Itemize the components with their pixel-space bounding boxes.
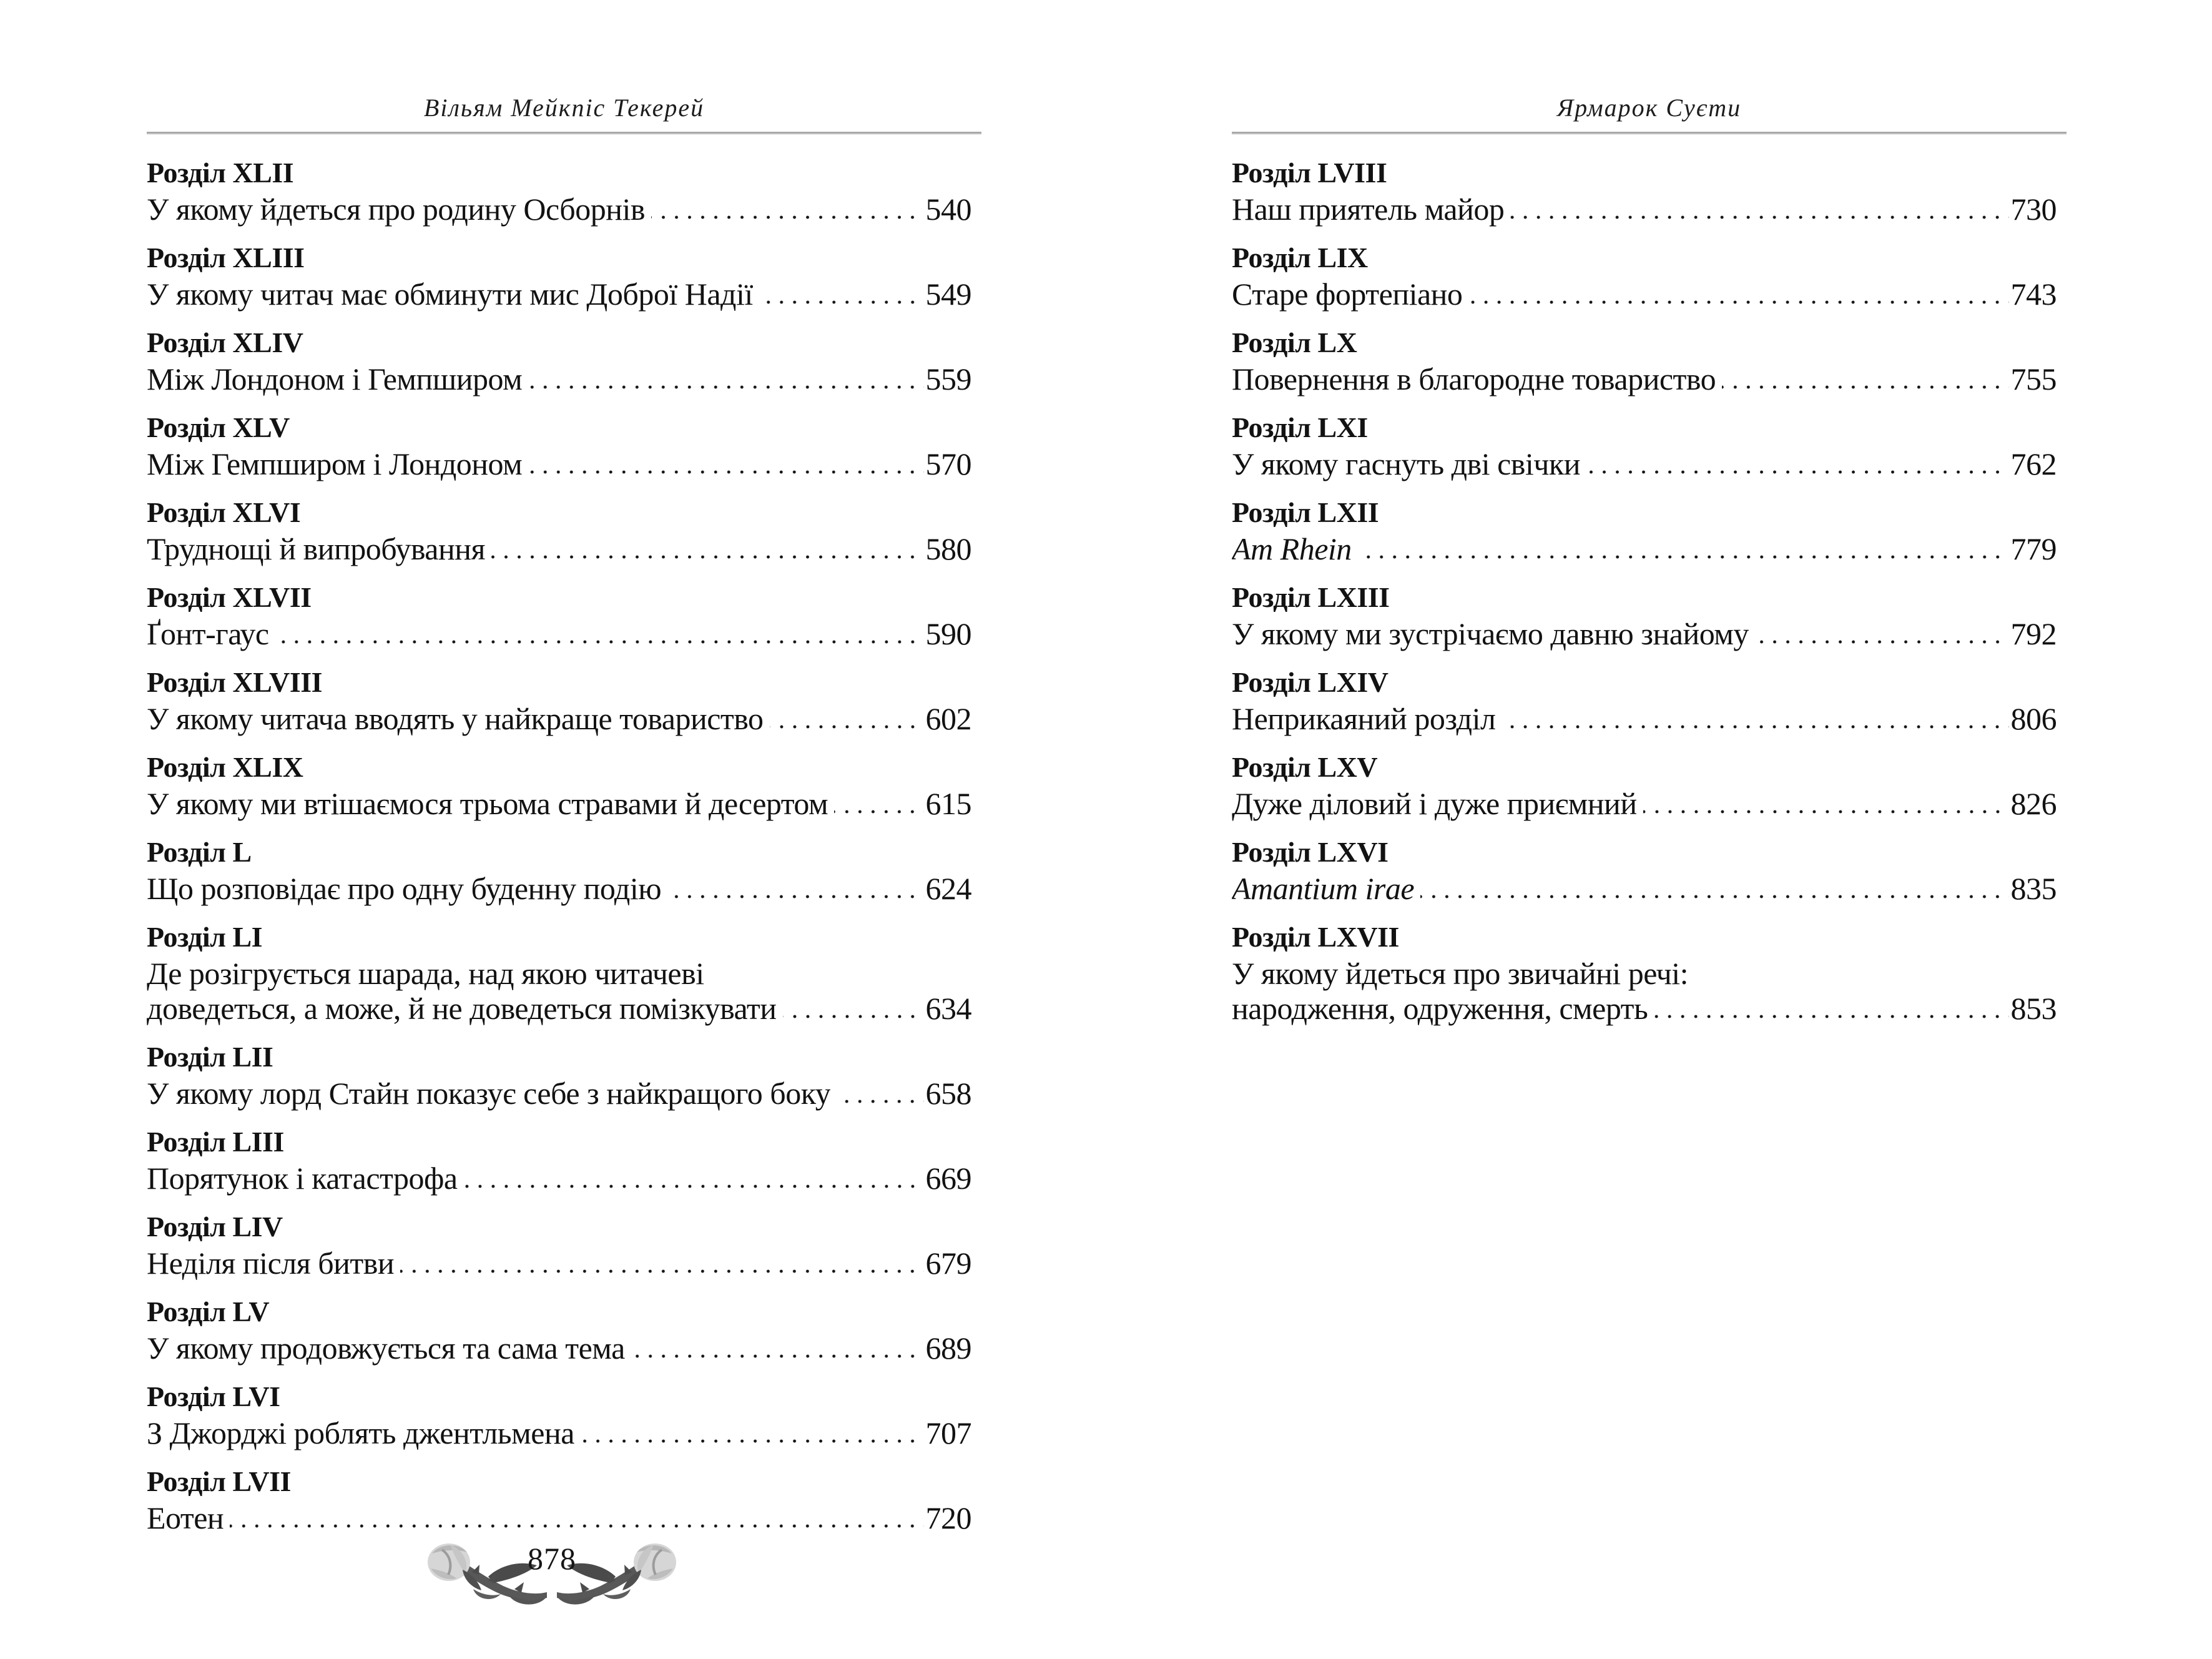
toc-entry xyxy=(147,1463,981,1535)
toc-line xyxy=(147,1415,981,1450)
toc-entry-title: Наш приятель майор xyxy=(1232,192,1505,227)
toc-line xyxy=(147,991,981,1026)
running-header-author: Вільям Мейкпіс Текерей xyxy=(423,94,705,122)
dot-leader xyxy=(661,871,925,906)
toc-page-number: 707 xyxy=(925,1415,971,1450)
toc-page-number: 540 xyxy=(925,192,971,227)
toc-line xyxy=(1232,192,2067,227)
toc-entry-title: Між Гемпширом і Лондоном xyxy=(147,446,523,481)
toc-chapter-label: Розділ LX xyxy=(1232,327,1357,358)
toc-entry xyxy=(1232,154,2067,227)
toc-page-number: 624 xyxy=(925,871,971,906)
toc-line xyxy=(1232,871,2067,906)
toc-chapter-label: Розділ LXV xyxy=(1232,751,1378,783)
toc-line xyxy=(147,531,981,566)
toc-chapter-label: Розділ LXII xyxy=(1232,496,1379,528)
toc-page-number: 689 xyxy=(925,1331,971,1366)
dot-leader xyxy=(1462,277,2010,312)
toc-entry-title: Ґонт-гаус xyxy=(147,616,269,651)
toc-page-number: 590 xyxy=(925,616,971,651)
dot-leader xyxy=(828,786,925,821)
toc-page-number: 853 xyxy=(2010,991,2057,1026)
toc-entry-title: Порятунок і катастрофа xyxy=(147,1161,458,1196)
toc-entry-title: З Джорджі роблять джентльмена xyxy=(147,1415,574,1450)
toc-page-number: 669 xyxy=(925,1161,971,1196)
toc-chapter-label: Розділ XLIV xyxy=(147,327,303,358)
toc-left-column xyxy=(147,154,981,1535)
dot-leader xyxy=(1580,446,2011,481)
toc-entry xyxy=(147,1378,981,1450)
toc-entry-title: Am Rhein xyxy=(1232,531,1352,566)
dot-leader xyxy=(1749,616,2011,651)
toc-chapter-label: Розділ LIV xyxy=(147,1211,283,1243)
toc-right-column xyxy=(1232,154,2067,1026)
toc-entry xyxy=(1232,664,2067,736)
toc-line xyxy=(147,277,981,312)
dot-leader xyxy=(1504,192,2010,227)
toc-entry-title: Що розповідає про одну буденну подію xyxy=(147,871,662,906)
dot-leader xyxy=(1495,701,2010,736)
toc-chapter-label: Розділ XLVII xyxy=(147,581,312,613)
dot-leader xyxy=(830,1076,925,1111)
toc-entry xyxy=(147,579,981,651)
dot-leader xyxy=(574,1415,926,1450)
toc-entry-title: Amantium irae xyxy=(1232,871,1415,906)
toc-entry-title: Неприкаяний розділ xyxy=(1232,701,1496,736)
toc-chapter-label: Розділ LXIII xyxy=(1232,581,1390,613)
toc-page-number: 570 xyxy=(925,446,971,481)
toc-entry xyxy=(147,1038,981,1111)
toc-entry xyxy=(1232,834,2067,906)
toc-page-number: 634 xyxy=(925,991,971,1026)
toc-entry xyxy=(147,239,981,312)
dot-leader xyxy=(485,531,926,566)
toc-page-number: 559 xyxy=(925,362,971,396)
toc-entry-title: У якому читач має обминути мис Доброї Надії xyxy=(147,277,753,312)
dot-leader xyxy=(1648,991,2010,1026)
toc-chapter-label: Розділ XLIII xyxy=(147,242,305,273)
toc-chapter-label: Розділ XLVIII xyxy=(147,666,323,698)
toc-entry-title: доведеться, а може, й не доведеться помізкувати xyxy=(147,991,777,1026)
toc-entry-title: У якому продовжується та сама тема xyxy=(147,1331,625,1366)
toc-entry-title: У якому гаснуть дві свічки xyxy=(1232,446,1580,481)
toc-entry-title: У якому лорд Стайн показує себе з найкращого боку xyxy=(147,1076,831,1111)
toc-entry xyxy=(147,664,981,736)
toc-entry xyxy=(147,324,981,396)
toc-entry xyxy=(147,154,981,227)
toc-entry xyxy=(1232,239,2067,312)
toc-line xyxy=(147,786,981,821)
dot-leader xyxy=(1716,362,2010,396)
toc-entry-title: У якому йдеться про звичайні речі: xyxy=(1232,956,1689,991)
toc-chapter-label: Розділ LIX xyxy=(1232,242,1368,273)
toc-entry-title: народження, одруження, смерть xyxy=(1232,991,1648,1026)
toc-chapter-label: Розділ LXVII xyxy=(1232,921,1399,953)
toc-page-number: 826 xyxy=(2010,786,2057,821)
toc-chapter-label: Розділ LVI xyxy=(147,1381,280,1412)
toc-entry-title: У якому ми зустрічаємо давню знайому xyxy=(1232,616,1749,651)
toc-line xyxy=(1232,701,2067,736)
toc-entry-title: У якому читача вводять у найкраще товариство xyxy=(147,701,764,736)
toc-page-number: 835 xyxy=(2010,871,2057,906)
toc-entry xyxy=(1232,409,2067,481)
dot-leader xyxy=(1414,871,2010,906)
toc-line xyxy=(147,1161,981,1196)
toc-entry xyxy=(147,1208,981,1281)
toc-line xyxy=(147,701,981,736)
toc-chapter-label: Розділ XLII xyxy=(147,157,294,189)
toc-entry xyxy=(147,1293,981,1366)
toc-chapter-label: Розділ XLVI xyxy=(147,496,301,528)
toc-chapter-label: Розділ LV xyxy=(147,1296,270,1327)
toc-entry-title: Між Лондоном і Гемпширом xyxy=(147,362,523,396)
dot-leader xyxy=(777,991,926,1026)
toc-entry-title: Неділя після битви xyxy=(147,1246,395,1281)
toc-page-number: 602 xyxy=(925,701,971,736)
dot-leader xyxy=(522,362,925,396)
right-page xyxy=(1232,94,2067,1038)
toc-line xyxy=(147,1246,981,1281)
toc-line xyxy=(147,192,981,227)
dot-leader xyxy=(625,1331,926,1366)
dot-leader xyxy=(1637,786,2011,821)
toc-line xyxy=(1232,616,2067,651)
toc-page-number: 792 xyxy=(2010,616,2057,651)
toc-entry xyxy=(147,1123,981,1196)
toc-entry-title: Еотен xyxy=(147,1500,224,1535)
toc-entry xyxy=(1232,324,2067,396)
toc-page-number: 549 xyxy=(925,277,971,312)
toc-page-number: 762 xyxy=(2010,446,2057,481)
toc-entry xyxy=(147,918,981,1026)
toc-entry xyxy=(1232,579,2067,651)
toc-entry xyxy=(147,834,981,906)
toc-page-number: 615 xyxy=(925,786,971,821)
dot-leader xyxy=(394,1246,925,1281)
dot-leader xyxy=(269,616,926,651)
left-page xyxy=(147,94,981,1548)
dot-leader xyxy=(458,1161,926,1196)
toc-line xyxy=(147,1076,981,1111)
toc-entry xyxy=(1232,918,2067,1026)
toc-entry xyxy=(147,494,981,566)
header-rule xyxy=(147,132,981,134)
toc-entry xyxy=(147,749,981,821)
folio-page-number: 878 xyxy=(528,1541,576,1576)
dot-leader xyxy=(224,1500,925,1535)
toc-entry-title: Повернення в благородне товариство xyxy=(1232,362,1716,396)
toc-line xyxy=(147,446,981,481)
toc-chapter-label: Розділ LXI xyxy=(1232,411,1368,443)
toc-entry xyxy=(1232,494,2067,566)
toc-entry-title: Де розігрується шарада, над якою читачеві xyxy=(147,956,704,991)
toc-line xyxy=(147,956,981,991)
toc-chapter-label: Розділ LVII xyxy=(147,1465,291,1497)
toc-entry-title: Труднощі й випробування xyxy=(147,531,485,566)
toc-chapter-label: Розділ LI xyxy=(147,921,263,953)
toc-chapter-label: Розділ LVIII xyxy=(1232,157,1387,189)
toc-line xyxy=(1232,956,2067,991)
dot-leader xyxy=(1352,531,2011,566)
dot-leader xyxy=(764,701,926,736)
toc-page-number: 580 xyxy=(925,531,971,566)
toc-line xyxy=(147,362,981,396)
toc-chapter-label: Розділ LXVI xyxy=(1232,836,1389,868)
toc-line xyxy=(1232,446,2067,481)
toc-page-number: 679 xyxy=(925,1246,971,1281)
toc-page-number: 755 xyxy=(2010,362,2057,396)
toc-entry xyxy=(147,409,981,481)
toc-line xyxy=(1232,786,2067,821)
dot-leader xyxy=(522,446,925,481)
toc-page-number: 730 xyxy=(2010,192,2057,227)
toc-entry xyxy=(1232,749,2067,821)
toc-line xyxy=(147,1331,981,1366)
toc-line xyxy=(1232,362,2067,396)
dot-leader xyxy=(753,277,926,312)
toc-chapter-label: Розділ LII xyxy=(147,1041,273,1073)
toc-entry-title: Дуже діловий і дуже приємний xyxy=(1232,786,1637,821)
toc-page-number: 779 xyxy=(2010,531,2057,566)
toc-line xyxy=(147,1500,981,1535)
toc-entry-title: Старе фортепіано xyxy=(1232,277,1463,312)
toc-page-number: 658 xyxy=(925,1076,971,1111)
toc-line xyxy=(1232,277,2067,312)
toc-page-number: 743 xyxy=(2010,277,2057,312)
toc-page-number: 720 xyxy=(925,1500,971,1535)
toc-chapter-label: Розділ LXIV xyxy=(1232,666,1389,698)
toc-line xyxy=(1232,531,2067,566)
header-rule xyxy=(1232,132,2067,134)
running-header-title: Ярмарок Суєти xyxy=(1556,94,1742,122)
toc-line xyxy=(147,871,981,906)
toc-entry-title: У якому йдеться про родину Осборнів xyxy=(147,192,645,227)
toc-line xyxy=(147,616,981,651)
toc-chapter-label: Розділ L xyxy=(147,836,252,868)
toc-chapter-label: Розділ XLIX xyxy=(147,751,303,783)
toc-entry-title: У якому ми втішаємося трьома стравами й десертом xyxy=(147,786,828,821)
toc-chapter-label: Розділ LIII xyxy=(147,1126,284,1158)
toc-chapter-label: Розділ XLV xyxy=(147,411,290,443)
folio-ornament xyxy=(415,1537,689,1607)
dot-leader xyxy=(645,192,926,227)
toc-page-number: 806 xyxy=(2010,701,2057,736)
toc-line xyxy=(1232,991,2067,1026)
